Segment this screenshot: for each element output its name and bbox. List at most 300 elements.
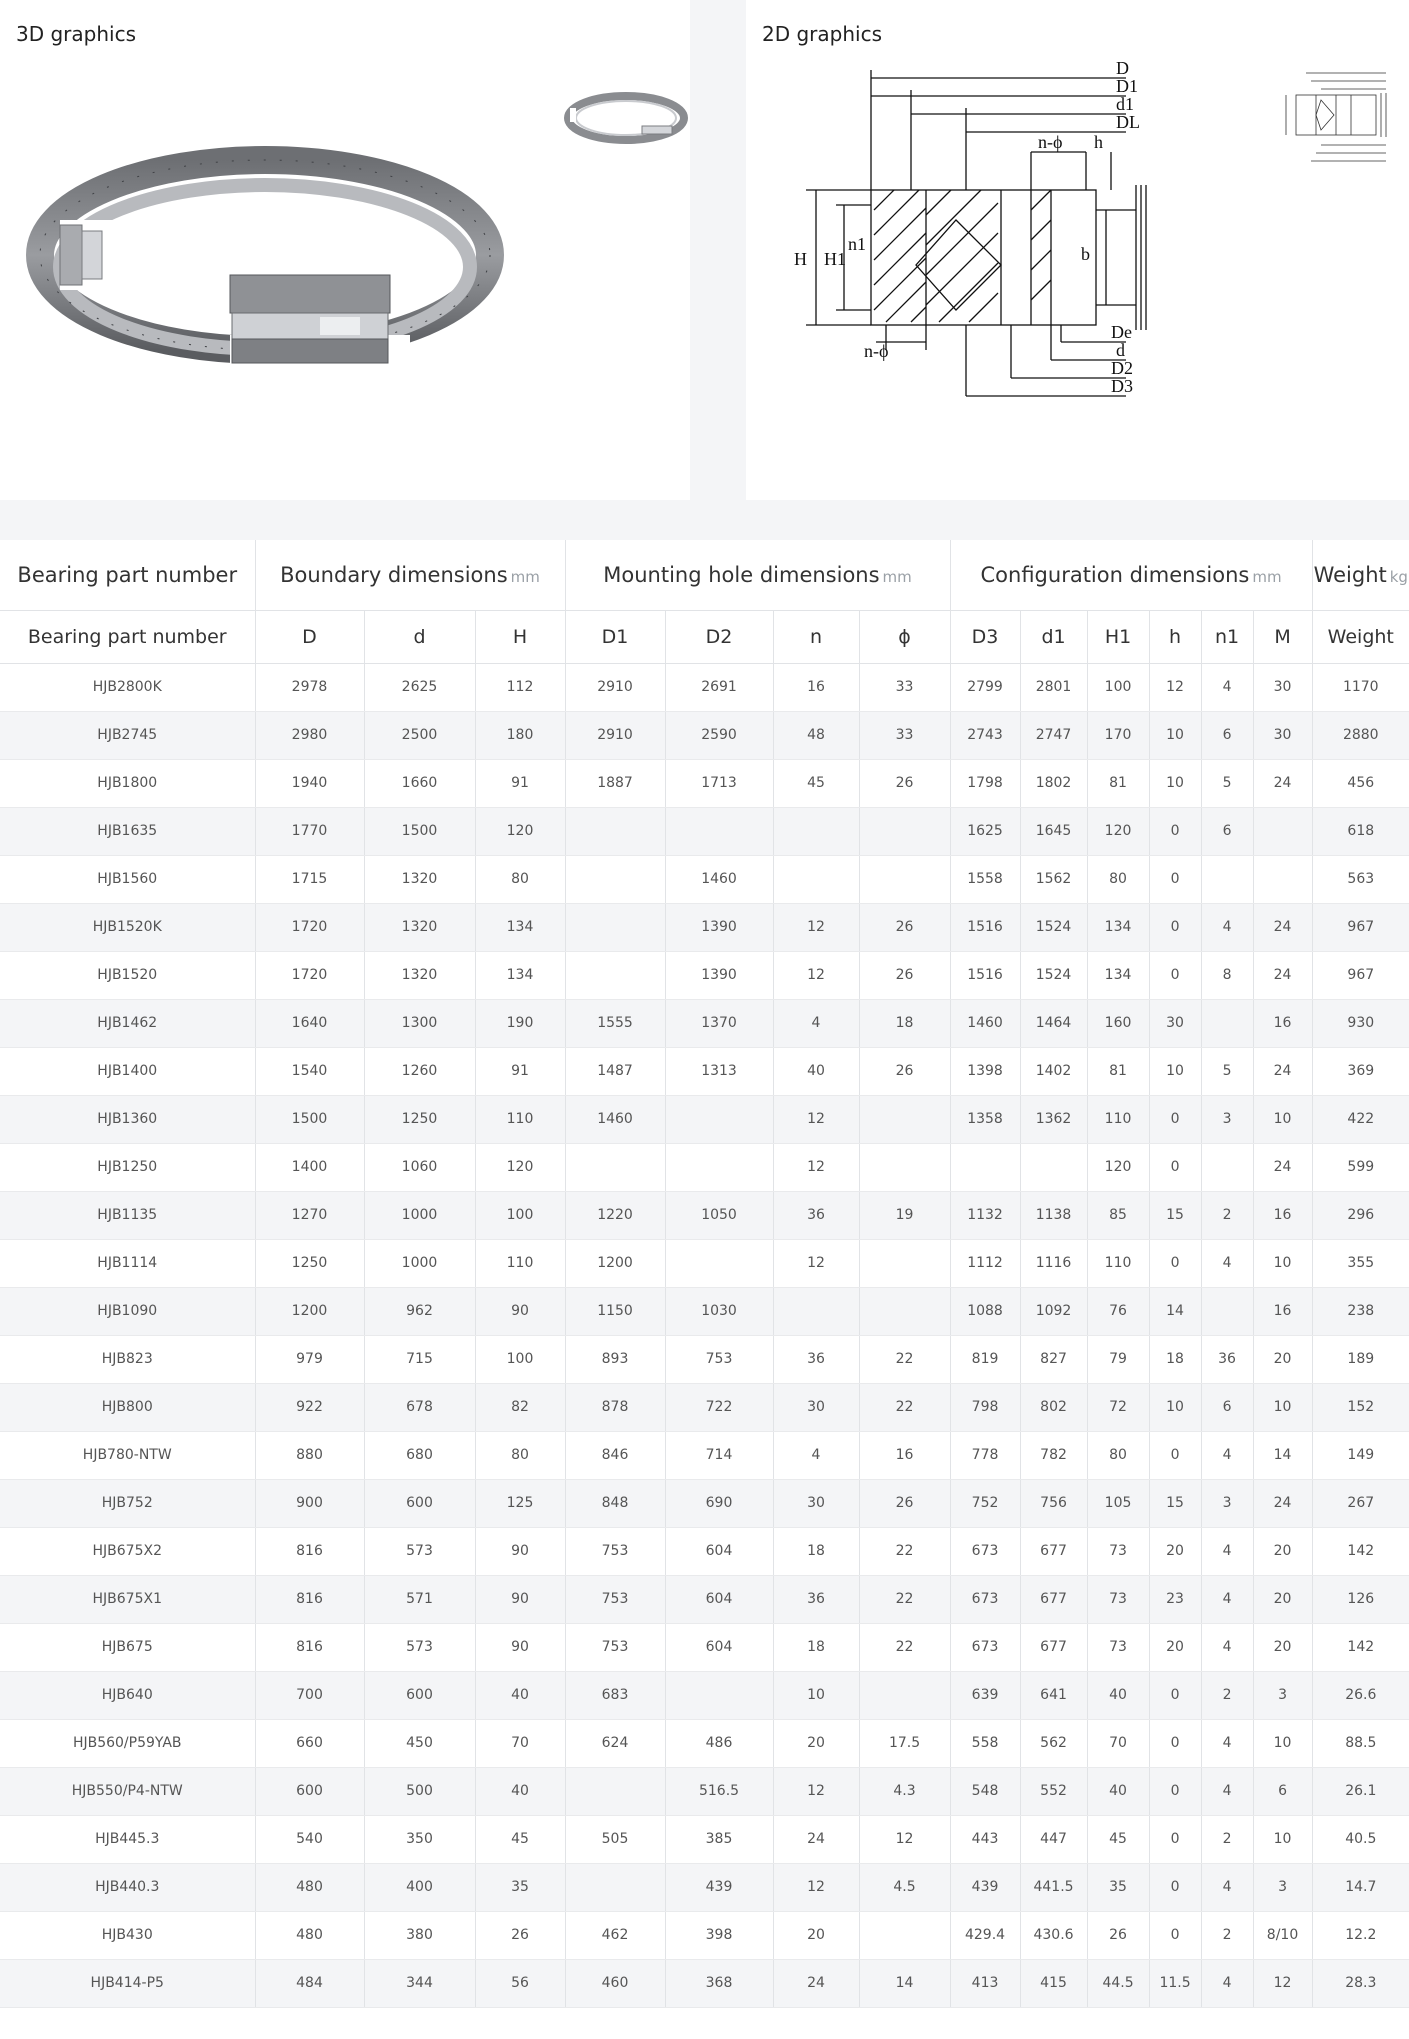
bearing-spec-table <box>0 540 1409 2008</box>
table-cell: 105 <box>1087 1479 1149 1527</box>
table-cell: 36 <box>773 1575 859 1623</box>
column-header: Bearing part number <box>0 610 255 663</box>
table-cell: 79 <box>1087 1335 1149 1383</box>
part-number-cell: HJB640 <box>0 1671 255 1719</box>
table-cell: 48 <box>773 711 859 759</box>
table-cell: 17.5 <box>859 1719 950 1767</box>
part-number-cell: HJB675X2 <box>0 1527 255 1575</box>
table-cell: 782 <box>1020 1431 1087 1479</box>
label-b: b <box>1081 244 1090 264</box>
table-cell: 189 <box>1312 1335 1409 1383</box>
table-cell: 0 <box>1149 1143 1201 1191</box>
table-cell: 355 <box>1312 1239 1409 1287</box>
table-cell <box>1201 1287 1253 1335</box>
group-header-configuration: Configuration dimensions mm <box>950 540 1312 610</box>
table-cell: 0 <box>1149 1239 1201 1287</box>
table-cell: 2 <box>1201 1911 1253 1959</box>
table-cell: 90 <box>475 1575 565 1623</box>
table-cell: 456 <box>1312 759 1409 807</box>
table-cell <box>859 1239 950 1287</box>
table-cell <box>1253 855 1312 903</box>
table-cell: 10 <box>1149 759 1201 807</box>
table-cell: 573 <box>364 1623 475 1671</box>
table-cell: 2743 <box>950 711 1020 759</box>
table-cell: 4 <box>1201 1719 1253 1767</box>
table-cell: 180 <box>475 711 565 759</box>
table-cell: 816 <box>255 1623 364 1671</box>
table-cell: 756 <box>1020 1479 1087 1527</box>
table-row <box>0 1575 1409 1623</box>
table-cell: 1000 <box>364 1191 475 1239</box>
table-row <box>0 1815 1409 1863</box>
table-cell: 30 <box>773 1383 859 1431</box>
table-cell: 134 <box>475 951 565 999</box>
table-cell: 134 <box>475 903 565 951</box>
label-D1: D1 <box>1116 76 1138 96</box>
table-cell: 76 <box>1087 1287 1149 1335</box>
table-cell: 5 <box>1201 1047 1253 1095</box>
table-cell: 677 <box>1020 1575 1087 1623</box>
table-row <box>0 1047 1409 1095</box>
graphics-section <box>0 0 1409 540</box>
table-cell: 10 <box>1253 1239 1312 1287</box>
table-cell: 1088 <box>950 1287 1020 1335</box>
table-cell: 88.5 <box>1312 1719 1409 1767</box>
table-cell: 673 <box>950 1575 1020 1623</box>
label-De: De <box>1111 322 1132 342</box>
table-cell: 848 <box>565 1479 665 1527</box>
table-cell: 563 <box>1312 855 1409 903</box>
table-cell: 10 <box>1149 1047 1201 1095</box>
column-header: H <box>475 610 565 663</box>
table-cell: 2 <box>1201 1815 1253 1863</box>
table-cell: 344 <box>364 1959 475 2007</box>
bearing-3d-thumbnail[interactable] <box>560 88 690 148</box>
table-cell: 967 <box>1312 951 1409 999</box>
table-cell: 12 <box>773 951 859 999</box>
table-cell: 14.7 <box>1312 1863 1409 1911</box>
table-cell: 26 <box>1087 1911 1149 1959</box>
table-cell: 45 <box>475 1815 565 1863</box>
table-cell: 0 <box>1149 1095 1201 1143</box>
table-cell: 18 <box>859 999 950 1047</box>
table-cell: 100 <box>475 1191 565 1239</box>
table-cell: 91 <box>475 759 565 807</box>
table-cell: 8 <box>1201 951 1253 999</box>
table-cell: 753 <box>665 1335 773 1383</box>
table-cell: 500 <box>364 1767 475 1815</box>
table-cell: 660 <box>255 1719 364 1767</box>
table-row <box>0 1239 1409 1287</box>
table-cell: 505 <box>565 1815 665 1863</box>
table-cell: 900 <box>255 1479 364 1527</box>
table-cell: 400 <box>364 1863 475 1911</box>
table-cell: 15 <box>1149 1191 1201 1239</box>
table-cell: 3 <box>1253 1863 1312 1911</box>
table-cell: 1562 <box>1020 855 1087 903</box>
table-cell: 4 <box>1201 663 1253 711</box>
table-cell: 753 <box>565 1527 665 1575</box>
table-cell: 16 <box>1253 1287 1312 1335</box>
table-cell: 44.5 <box>1087 1959 1149 2007</box>
table-cell: 24 <box>1253 903 1312 951</box>
table-cell: 1640 <box>255 999 364 1047</box>
table-cell: 110 <box>475 1095 565 1143</box>
table-cell: 24 <box>1253 951 1312 999</box>
table-cell: 827 <box>1020 1335 1087 1383</box>
table-cell <box>1201 999 1253 1047</box>
table-cell: 690 <box>665 1479 773 1527</box>
table-cell: 415 <box>1020 1959 1087 2007</box>
part-number-cell: HJB440.3 <box>0 1863 255 1911</box>
table-cell: 922 <box>255 1383 364 1431</box>
table-cell: 4 <box>1201 903 1253 951</box>
table-row <box>0 999 1409 1047</box>
table-cell: 4 <box>1201 1575 1253 1623</box>
panel-2d-title: 2D graphics <box>762 22 882 46</box>
table-cell: 33 <box>859 711 950 759</box>
table-cell: 110 <box>1087 1239 1149 1287</box>
table-cell: 90 <box>475 1527 565 1575</box>
table-cell: 2910 <box>565 663 665 711</box>
table-cell: 1060 <box>364 1143 475 1191</box>
table-cell: 422 <box>1312 1095 1409 1143</box>
table-cell: 91 <box>475 1047 565 1095</box>
column-header: n1 <box>1201 610 1253 663</box>
table-cell: 430.6 <box>1020 1911 1087 1959</box>
table-cell: 238 <box>1312 1287 1409 1335</box>
part-number-cell: HJB1800 <box>0 759 255 807</box>
table-cell: 1112 <box>950 1239 1020 1287</box>
table-cell <box>665 807 773 855</box>
table-cell: 1500 <box>255 1095 364 1143</box>
table-cell: 2500 <box>364 711 475 759</box>
table-cell: 1500 <box>364 807 475 855</box>
table-cell: 2799 <box>950 663 1020 711</box>
table-cell: 80 <box>475 1431 565 1479</box>
table-cell: 967 <box>1312 903 1409 951</box>
column-header: D3 <box>950 610 1020 663</box>
table-cell: 19 <box>859 1191 950 1239</box>
part-number-cell: HJB414-P5 <box>0 1959 255 2007</box>
table-cell: 600 <box>255 1767 364 1815</box>
table-cell <box>773 807 859 855</box>
part-number-cell: HJB430 <box>0 1911 255 1959</box>
table-cell: 673 <box>950 1623 1020 1671</box>
table-cell: 36 <box>773 1191 859 1239</box>
part-number-cell: HJB1135 <box>0 1191 255 1239</box>
table-cell: 802 <box>1020 1383 1087 1431</box>
label-d1: d1 <box>1116 94 1134 114</box>
table-cell: 26 <box>859 903 950 951</box>
table-cell: 4 <box>1201 1623 1253 1671</box>
table-cell: 798 <box>950 1383 1020 1431</box>
table-cell: 112 <box>475 663 565 711</box>
table-cell: 979 <box>255 1335 364 1383</box>
table-cell: 26 <box>859 759 950 807</box>
table-cell: 82 <box>475 1383 565 1431</box>
table-cell: 558 <box>950 1719 1020 1767</box>
table-cell: 413 <box>950 1959 1020 2007</box>
table-cell: 1170 <box>1312 663 1409 711</box>
table-cell: 1050 <box>665 1191 773 1239</box>
table-cell <box>859 1095 950 1143</box>
table-cell: 85 <box>1087 1191 1149 1239</box>
table-cell: 618 <box>1312 807 1409 855</box>
table-row <box>0 759 1409 807</box>
table-cell: 12 <box>773 903 859 951</box>
label-n-phi-bottom: n-ϕ <box>864 341 889 361</box>
table-cell: 1030 <box>665 1287 773 1335</box>
column-header: d <box>364 610 475 663</box>
part-number-cell: HJB780-NTW <box>0 1431 255 1479</box>
table-cell: 2691 <box>665 663 773 711</box>
table-cell: 641 <box>1020 1671 1087 1719</box>
table-cell: 1555 <box>565 999 665 1047</box>
table-cell <box>859 1671 950 1719</box>
label-n1: n1 <box>848 234 866 254</box>
table-cell: 126 <box>1312 1575 1409 1623</box>
table-cell: 1132 <box>950 1191 1020 1239</box>
table-cell: 1713 <box>665 759 773 807</box>
table-cell: 12 <box>773 1095 859 1143</box>
table-cell: 1940 <box>255 759 364 807</box>
label-H: H <box>794 249 807 269</box>
table-row <box>0 807 1409 855</box>
table-cell: 624 <box>565 1719 665 1767</box>
label-D: D <box>1116 60 1129 78</box>
table-cell: 120 <box>475 807 565 855</box>
part-number-cell: HJB1520 <box>0 951 255 999</box>
table-cell: 26 <box>859 1047 950 1095</box>
table-cell: 715 <box>364 1335 475 1383</box>
table-cell: 35 <box>475 1863 565 1911</box>
bearing-2d-thumbnail[interactable] <box>1276 65 1396 170</box>
table-cell: 1802 <box>1020 759 1087 807</box>
table-cell: 24 <box>773 1959 859 2007</box>
table-cell: 26 <box>475 1911 565 1959</box>
table-cell: 24 <box>1253 1479 1312 1527</box>
table-cell <box>565 951 665 999</box>
table-cell: 880 <box>255 1431 364 1479</box>
table-cell: 6 <box>1253 1767 1312 1815</box>
table-cell: 2 <box>1201 1191 1253 1239</box>
table-cell: 10 <box>1253 1383 1312 1431</box>
table-cell: 1558 <box>950 855 1020 903</box>
part-number-cell: HJB675X1 <box>0 1575 255 1623</box>
table-row <box>0 855 1409 903</box>
table-cell: 1460 <box>565 1095 665 1143</box>
table-cell: 4.3 <box>859 1767 950 1815</box>
table-cell: 14 <box>859 1959 950 2007</box>
table-cell: 1313 <box>665 1047 773 1095</box>
table-cell: 170 <box>1087 711 1149 759</box>
bearing-2d-drawing <box>776 60 1196 440</box>
table-cell: 1270 <box>255 1191 364 1239</box>
part-number-cell: HJB823 <box>0 1335 255 1383</box>
column-header: h <box>1149 610 1201 663</box>
table-cell: 1116 <box>1020 1239 1087 1287</box>
table-cell: 0 <box>1149 1719 1201 1767</box>
table-cell: 70 <box>1087 1719 1149 1767</box>
table-cell: 20 <box>1253 1623 1312 1671</box>
table-cell: 70 <box>475 1719 565 1767</box>
table-cell <box>1253 807 1312 855</box>
table-cell: 480 <box>255 1911 364 1959</box>
table-cell: 10 <box>1253 1095 1312 1143</box>
table-cell: 516.5 <box>665 1767 773 1815</box>
table-cell <box>565 1863 665 1911</box>
table-row <box>0 1767 1409 1815</box>
part-number-cell: HJB550/P4-NTW <box>0 1767 255 1815</box>
table-cell: 40 <box>1087 1767 1149 1815</box>
table-cell: 398 <box>665 1911 773 1959</box>
table-cell <box>773 1287 859 1335</box>
table-cell: 18 <box>773 1527 859 1575</box>
table-cell <box>859 1911 950 1959</box>
table-cell: 12 <box>773 1143 859 1191</box>
table-cell: 680 <box>364 1431 475 1479</box>
table-cell: 20 <box>1253 1335 1312 1383</box>
table-cell: 678 <box>364 1383 475 1431</box>
table-cell: 0 <box>1149 951 1201 999</box>
table-cell: 100 <box>475 1335 565 1383</box>
table-cell <box>565 855 665 903</box>
table-cell: 460 <box>565 1959 665 2007</box>
column-header: M <box>1253 610 1312 663</box>
table-row <box>0 903 1409 951</box>
table-cell: 23 <box>1149 1575 1201 1623</box>
part-number-cell: HJB2745 <box>0 711 255 759</box>
table-cell: 40 <box>773 1047 859 1095</box>
table-row <box>0 1623 1409 1671</box>
table-cell: 846 <box>565 1431 665 1479</box>
table-cell: 1150 <box>565 1287 665 1335</box>
part-number-cell: HJB1462 <box>0 999 255 1047</box>
table-cell: 10 <box>1149 711 1201 759</box>
table-cell: 6 <box>1201 807 1253 855</box>
table-cell: 80 <box>1087 1431 1149 1479</box>
table-cell: 26 <box>859 951 950 999</box>
table-cell: 752 <box>950 1479 1020 1527</box>
table-cell: 1660 <box>364 759 475 807</box>
table-cell <box>665 1143 773 1191</box>
table-cell: 1798 <box>950 759 1020 807</box>
table-cell: 90 <box>475 1287 565 1335</box>
label-DL: DL <box>1116 112 1140 132</box>
table-row <box>0 1095 1409 1143</box>
table-cell: 486 <box>665 1719 773 1767</box>
table-cell: 5 <box>1201 759 1253 807</box>
table-cell: 930 <box>1312 999 1409 1047</box>
table-cell: 22 <box>859 1575 950 1623</box>
table-cell <box>950 1143 1020 1191</box>
table-cell: 1402 <box>1020 1047 1087 1095</box>
table-cell: 12 <box>773 1863 859 1911</box>
part-number-cell: HJB752 <box>0 1479 255 1527</box>
table-row <box>0 1719 1409 1767</box>
table-cell: 1887 <box>565 759 665 807</box>
table-cell: 22 <box>859 1383 950 1431</box>
table-cell: 893 <box>565 1335 665 1383</box>
table-row <box>0 1863 1409 1911</box>
table-cell: 562 <box>1020 1719 1087 1767</box>
group-header-part-number: Bearing part number <box>0 540 255 610</box>
table-cell: 90 <box>475 1623 565 1671</box>
table-cell: 1645 <box>1020 807 1087 855</box>
table-cell: 33 <box>859 663 950 711</box>
table-cell: 81 <box>1087 759 1149 807</box>
part-number-cell: HJB1560 <box>0 855 255 903</box>
table-row <box>0 1335 1409 1383</box>
table-cell: 72 <box>1087 1383 1149 1431</box>
table-cell: 573 <box>364 1527 475 1575</box>
table-cell: 2880 <box>1312 711 1409 759</box>
label-d: d <box>1116 340 1125 360</box>
table-cell: 753 <box>565 1623 665 1671</box>
table-cell: 673 <box>950 1527 1020 1575</box>
table-cell: 700 <box>255 1671 364 1719</box>
table-cell: 439 <box>950 1863 1020 1911</box>
table-cell: 1524 <box>1020 951 1087 999</box>
table-cell: 24 <box>773 1815 859 1863</box>
table-cell: 4 <box>1201 1431 1253 1479</box>
table-cell: 1320 <box>364 855 475 903</box>
part-number-cell: HJB1090 <box>0 1287 255 1335</box>
table-cell: 81 <box>1087 1047 1149 1095</box>
table-cell: 1516 <box>950 903 1020 951</box>
table-cell: 1200 <box>255 1287 364 1335</box>
table-cell: 56 <box>475 1959 565 2007</box>
table-cell: 4 <box>773 999 859 1047</box>
table-cell: 110 <box>475 1239 565 1287</box>
table-cell <box>665 1095 773 1143</box>
table-cell: 816 <box>255 1575 364 1623</box>
table-cell: 4 <box>1201 1767 1253 1815</box>
table-cell: 819 <box>950 1335 1020 1383</box>
table-cell: 1487 <box>565 1047 665 1095</box>
table-cell: 0 <box>1149 1863 1201 1911</box>
table-cell <box>859 807 950 855</box>
label-H1: H1 <box>824 249 846 269</box>
table-cell: 100 <box>1087 663 1149 711</box>
table-cell: 369 <box>1312 1047 1409 1095</box>
table-cell: 462 <box>565 1911 665 1959</box>
label-h: h <box>1094 132 1103 152</box>
table-cell: 20 <box>1253 1575 1312 1623</box>
group-header-boundary: Boundary dimensions mm <box>255 540 565 610</box>
table-cell: 22 <box>859 1527 950 1575</box>
table-cell: 16 <box>1253 1191 1312 1239</box>
table-cell: 1390 <box>665 903 773 951</box>
table-cell: 152 <box>1312 1383 1409 1431</box>
table-cell: 484 <box>255 1959 364 2007</box>
table-cell: 1320 <box>364 951 475 999</box>
table-cell: 36 <box>1201 1335 1253 1383</box>
table-cell: 1625 <box>950 807 1020 855</box>
table-cell: 10 <box>1253 1815 1312 1863</box>
table-cell: 16 <box>859 1431 950 1479</box>
table-cell <box>565 1767 665 1815</box>
panel-3d-title: 3D graphics <box>16 22 136 46</box>
table-cell: 18 <box>773 1623 859 1671</box>
table-cell: 1400 <box>255 1143 364 1191</box>
table-cell: 12 <box>859 1815 950 1863</box>
table-cell: 2801 <box>1020 663 1087 711</box>
table-cell: 4 <box>773 1431 859 1479</box>
table-cell: 450 <box>364 1719 475 1767</box>
table-cell <box>773 855 859 903</box>
